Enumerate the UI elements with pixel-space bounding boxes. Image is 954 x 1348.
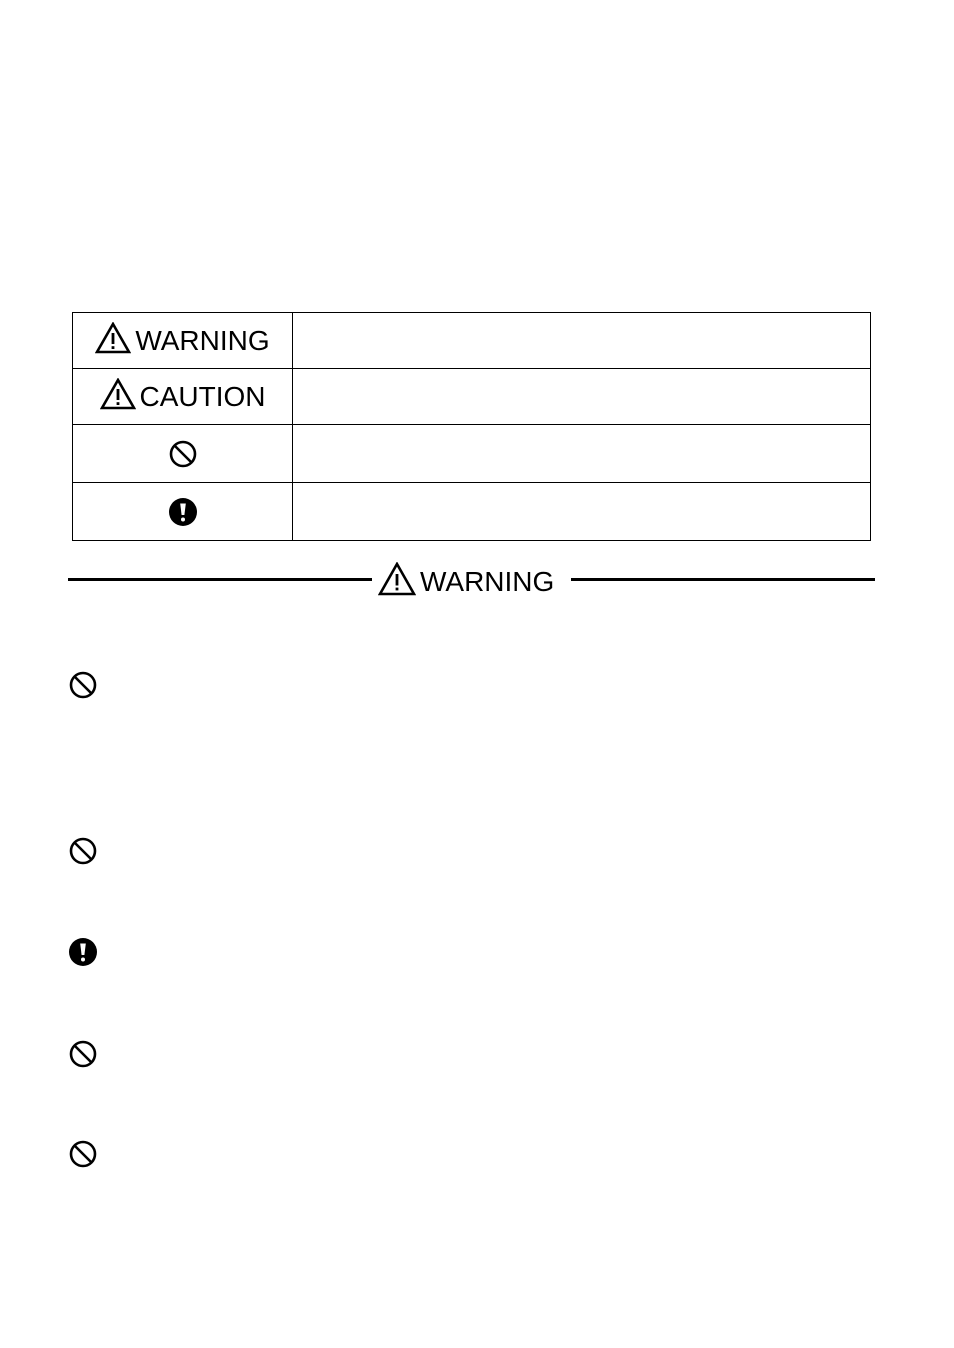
prohibited-icon	[68, 836, 98, 866]
divider-right	[571, 578, 875, 581]
legend-row-caution	[73, 368, 870, 424]
prohibited-icon	[68, 1139, 98, 1169]
symbol-legend-table	[72, 312, 871, 541]
legend-label-caution: CAUTION	[139, 380, 266, 412]
warning-triangle-icon	[378, 562, 416, 601]
warning-label	[95, 322, 269, 359]
warning-section-header	[68, 562, 875, 602]
legend-description-cell	[293, 369, 870, 424]
warning-triangle-icon	[100, 378, 136, 415]
legend-row-warning	[73, 313, 870, 368]
legend-symbol-cell	[73, 369, 293, 424]
legend-row-mandatory	[73, 482, 870, 540]
legend-symbol-cell	[73, 313, 293, 368]
mandatory-exclamation-icon	[68, 937, 98, 967]
section-title-text: WARNING	[420, 565, 555, 597]
prohibited-icon	[168, 439, 198, 474]
mandatory-exclamation-icon	[168, 497, 198, 532]
prohibited-icon	[68, 1039, 98, 1069]
section-title	[378, 562, 554, 601]
legend-symbol-cell	[73, 483, 293, 540]
legend-description-cell	[293, 425, 870, 482]
prohibited-icon	[68, 670, 98, 700]
legend-description-cell	[293, 313, 870, 368]
legend-label-warning: WARNING	[135, 324, 270, 356]
legend-symbol-cell	[73, 425, 293, 482]
legend-description-cell	[293, 483, 870, 540]
caution-label	[100, 378, 266, 415]
warning-triangle-icon	[95, 322, 131, 359]
divider-left	[68, 578, 372, 581]
legend-row-prohibited	[73, 424, 870, 482]
